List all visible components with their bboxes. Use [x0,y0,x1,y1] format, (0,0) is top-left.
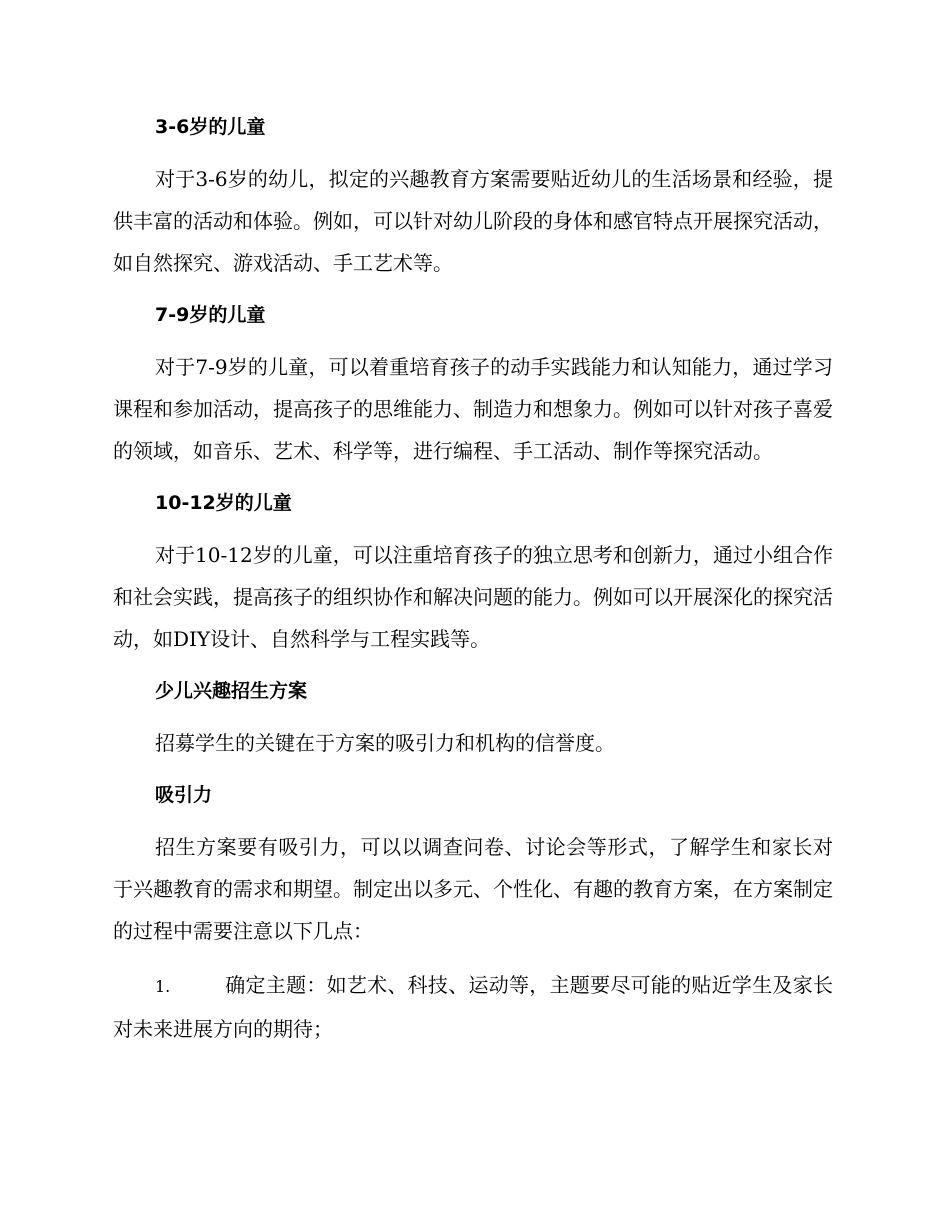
section-paragraph-age-10-12: 对于10-12岁的儿童，可以注重培育孩子的独立思考和创新力，通过小组合作和社会实践，提高孩子的组织协作和解决问题的能力。例如可以开展深化的探究活动，如DIY设计、自然科学与工程实践等。 [113,543,833,651]
section-paragraph-age-3-6: 对于3-6岁的幼儿，拟定的兴趣教育方案需要贴近幼儿的生活场景和经验，提供丰富的活动和体验。例如，可以针对幼儿阶段的身体和感官特点开展探究活动，如自然探究、游戏活动、手工艺术等。 [113,167,833,275]
section-heading-enrollment-plan: 少儿兴趣招生方案 [155,680,308,702]
section-paragraph-attractiveness: 招生方案要有吸引力，可以以调查问卷、讨论会等形式，了解学生和家长对于兴趣教育的需求和期望。制定出以多元、个性化、有趣的教育方案，在方案制定的过程中需要注意以下几点： [113,835,833,943]
section-heading-age-7-9: 7-9岁的儿童 [155,304,266,326]
list-item-number: 1. [155,977,171,996]
document-content [113,106,833,1050]
list-item-text: 确定主题：如艺术、科技、运动等，主题要尽可能的贴近学生及家长对未来进展方向的期待； [113,973,833,1041]
section-paragraph-age-7-9: 对于7-9岁的儿童，可以着重培育孩子的动手实践能力和认知能力，通过学习课程和参加活动，提高孩子的思维能力、制造力和想象力。例如可以针对孩子喜爱的领域，如音乐、艺术、科学等，进行编程、手工活动、制作等探究活动。 [113,355,833,463]
section-heading-age-10-12: 10-12岁的儿童 [155,492,292,514]
list-item [113,964,833,1050]
section-paragraph-enrollment-plan: 招募学生的关键在于方案的吸引力和机构的信誉度。 [155,731,615,755]
section-heading-attractiveness: 吸引力 [155,784,213,806]
section-heading-age-3-6: 3-6岁的儿童 [155,116,266,138]
